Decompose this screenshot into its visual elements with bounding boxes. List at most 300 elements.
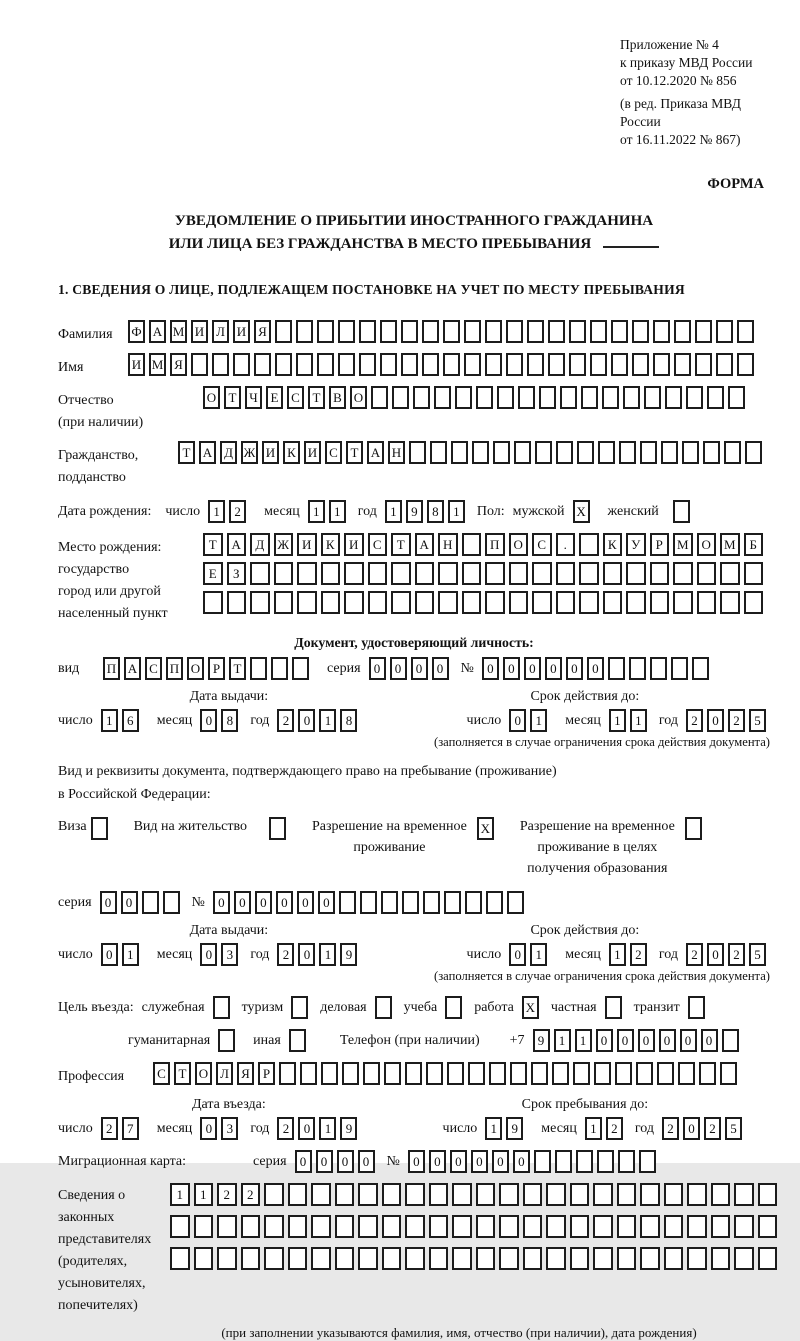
char-cell[interactable] <box>532 562 552 585</box>
char-cell[interactable] <box>429 1215 449 1238</box>
char-cell[interactable] <box>744 562 764 585</box>
char-cell[interactable]: 1 <box>319 709 336 732</box>
char-cell[interactable] <box>555 1150 572 1173</box>
char-cell[interactable]: 0 <box>450 1150 467 1173</box>
char-cell[interactable] <box>657 1062 674 1085</box>
char-cell[interactable] <box>556 441 573 464</box>
char-cell[interactable] <box>650 562 670 585</box>
char-cell[interactable] <box>438 562 458 585</box>
char-cell[interactable] <box>523 1247 543 1270</box>
char-cell[interactable] <box>569 353 586 376</box>
char-cell[interactable] <box>737 320 754 343</box>
char-cell[interactable]: 0 <box>234 891 251 914</box>
char-cell[interactable]: 1 <box>170 1183 190 1206</box>
char-cell[interactable] <box>615 1062 632 1085</box>
char-cell[interactable]: 0 <box>638 1029 655 1052</box>
char-cell[interactable] <box>429 1183 449 1206</box>
char-cell[interactable]: П <box>103 657 120 680</box>
char-cell[interactable]: Р <box>258 1062 275 1085</box>
char-cell[interactable]: 9 <box>506 1117 523 1140</box>
char-cell[interactable] <box>465 891 482 914</box>
char-cell[interactable] <box>288 1247 308 1270</box>
char-cell[interactable] <box>695 320 712 343</box>
char-cell[interactable]: 0 <box>509 943 526 966</box>
char-cell[interactable] <box>711 1247 731 1270</box>
title-blank-line[interactable] <box>603 235 659 248</box>
char-cell[interactable]: 2 <box>229 500 246 523</box>
char-cell[interactable] <box>546 1215 566 1238</box>
char-cell[interactable] <box>523 1183 543 1206</box>
char-cell[interactable] <box>380 320 397 343</box>
char-cell[interactable]: 7 <box>122 1117 139 1140</box>
char-cell[interactable] <box>711 1215 731 1238</box>
char-cell[interactable] <box>271 657 288 680</box>
char-cell[interactable] <box>358 1183 378 1206</box>
char-cell[interactable] <box>476 1215 496 1238</box>
char-cell[interactable] <box>674 353 691 376</box>
char-cell[interactable] <box>422 320 439 343</box>
char-cell[interactable]: 0 <box>337 1150 354 1173</box>
char-cell[interactable] <box>194 1215 214 1238</box>
char-cell[interactable] <box>597 1150 614 1173</box>
char-cell[interactable] <box>452 1247 472 1270</box>
char-cell[interactable] <box>577 441 594 464</box>
char-cell[interactable] <box>288 1215 308 1238</box>
char-cell[interactable] <box>617 1247 637 1270</box>
char-cell[interactable] <box>438 591 458 614</box>
char-cell[interactable]: 1 <box>101 709 118 732</box>
char-cell[interactable] <box>321 591 341 614</box>
char-cell[interactable] <box>264 1247 284 1270</box>
char-cell[interactable] <box>682 441 699 464</box>
char-cell[interactable]: Л <box>212 320 229 343</box>
char-cell[interactable]: С <box>368 533 388 556</box>
char-cell[interactable] <box>569 320 586 343</box>
char-cell[interactable] <box>758 1247 778 1270</box>
char-cell[interactable]: 1 <box>609 943 626 966</box>
char-cell[interactable] <box>413 386 430 409</box>
char-cell[interactable] <box>570 1215 590 1238</box>
char-cell[interactable] <box>233 353 250 376</box>
char-cell[interactable] <box>452 1215 472 1238</box>
char-cell[interactable] <box>472 441 489 464</box>
char-cell[interactable] <box>227 591 247 614</box>
char-cell[interactable]: 0 <box>276 891 293 914</box>
char-cell[interactable]: И <box>304 441 321 464</box>
char-cell[interactable] <box>619 441 636 464</box>
char-cell[interactable] <box>720 591 740 614</box>
char-cell[interactable]: Т <box>229 657 246 680</box>
char-cell[interactable] <box>382 1183 402 1206</box>
char-cell[interactable] <box>650 591 670 614</box>
char-cell[interactable]: 0 <box>369 657 386 680</box>
char-cell[interactable] <box>415 562 435 585</box>
char-cell[interactable] <box>296 353 313 376</box>
char-cell[interactable] <box>297 591 317 614</box>
char-cell[interactable]: 5 <box>749 709 766 732</box>
char-cell[interactable]: М <box>673 533 693 556</box>
char-cell[interactable] <box>692 657 709 680</box>
char-cell[interactable]: 2 <box>101 1117 118 1140</box>
char-cell[interactable]: Ф <box>128 320 145 343</box>
char-cell[interactable]: 9 <box>533 1029 550 1052</box>
char-cell[interactable] <box>671 657 688 680</box>
char-cell[interactable] <box>570 1183 590 1206</box>
char-cell[interactable] <box>664 1247 684 1270</box>
char-cell[interactable]: О <box>203 386 220 409</box>
char-cell[interactable] <box>593 1247 613 1270</box>
char-cell[interactable] <box>338 353 355 376</box>
char-cell[interactable] <box>380 353 397 376</box>
char-cell[interactable]: . <box>556 533 576 556</box>
char-cell[interactable] <box>579 533 599 556</box>
char-cell[interactable]: М <box>720 533 740 556</box>
char-cell[interactable]: Б <box>744 533 764 556</box>
char-cell[interactable]: Я <box>254 320 271 343</box>
char-cell[interactable]: С <box>287 386 304 409</box>
char-cell[interactable]: Ж <box>274 533 294 556</box>
char-cell[interactable] <box>644 386 661 409</box>
char-cell[interactable] <box>250 591 270 614</box>
char-cell[interactable] <box>288 1183 308 1206</box>
char-cell[interactable] <box>734 1215 754 1238</box>
char-cell[interactable] <box>455 386 472 409</box>
char-cell[interactable] <box>724 441 741 464</box>
char-cell[interactable] <box>203 591 223 614</box>
char-cell[interactable] <box>576 1150 593 1173</box>
char-cell[interactable] <box>527 353 544 376</box>
char-cell[interactable]: 1 <box>630 709 647 732</box>
char-cell[interactable] <box>737 353 754 376</box>
char-cell[interactable]: 0 <box>707 943 724 966</box>
char-cell[interactable] <box>142 891 159 914</box>
char-cell[interactable] <box>368 562 388 585</box>
char-cell[interactable]: 0 <box>701 1029 718 1052</box>
char-cell[interactable]: У <box>626 533 646 556</box>
char-cell[interactable]: К <box>283 441 300 464</box>
char-cell[interactable]: 0 <box>101 943 118 966</box>
char-cell[interactable] <box>344 562 364 585</box>
char-cell[interactable] <box>464 353 481 376</box>
char-cell[interactable] <box>170 1215 190 1238</box>
checkbox-cell[interactable]: X <box>573 500 590 523</box>
char-cell[interactable]: М <box>149 353 166 376</box>
char-cell[interactable]: Т <box>308 386 325 409</box>
char-cell[interactable] <box>632 353 649 376</box>
char-cell[interactable] <box>339 891 356 914</box>
char-cell[interactable]: И <box>297 533 317 556</box>
char-cell[interactable] <box>603 562 623 585</box>
char-cell[interactable] <box>636 1062 653 1085</box>
char-cell[interactable]: 2 <box>630 943 647 966</box>
char-cell[interactable] <box>697 591 717 614</box>
char-cell[interactable] <box>217 1247 237 1270</box>
char-cell[interactable] <box>653 353 670 376</box>
char-cell[interactable] <box>552 1062 569 1085</box>
char-cell[interactable] <box>275 320 292 343</box>
char-cell[interactable]: 8 <box>427 500 444 523</box>
char-cell[interactable] <box>485 591 505 614</box>
char-cell[interactable] <box>509 591 529 614</box>
char-cell[interactable]: П <box>166 657 183 680</box>
char-cell[interactable] <box>518 386 535 409</box>
char-cell[interactable] <box>720 1062 737 1085</box>
char-cell[interactable] <box>358 1247 378 1270</box>
char-cell[interactable]: 1 <box>329 500 346 523</box>
char-cell[interactable]: 0 <box>200 1117 217 1140</box>
char-cell[interactable] <box>335 1183 355 1206</box>
char-cell[interactable] <box>664 1215 684 1238</box>
char-cell[interactable] <box>317 320 334 343</box>
char-cell[interactable] <box>279 1062 296 1085</box>
char-cell[interactable] <box>274 591 294 614</box>
char-cell[interactable] <box>415 591 435 614</box>
char-cell[interactable]: 1 <box>585 1117 602 1140</box>
char-cell[interactable] <box>507 891 524 914</box>
char-cell[interactable] <box>476 1247 496 1270</box>
char-cell[interactable] <box>618 1150 635 1173</box>
char-cell[interactable] <box>382 1247 402 1270</box>
char-cell[interactable] <box>579 562 599 585</box>
char-cell[interactable] <box>311 1183 331 1206</box>
char-cell[interactable] <box>687 1247 707 1270</box>
char-cell[interactable] <box>509 562 529 585</box>
char-cell[interactable]: 1 <box>530 943 547 966</box>
char-cell[interactable]: Т <box>346 441 363 464</box>
char-cell[interactable]: 5 <box>725 1117 742 1140</box>
char-cell[interactable]: 2 <box>686 709 703 732</box>
char-cell[interactable] <box>673 562 693 585</box>
char-cell[interactable] <box>548 320 565 343</box>
char-cell[interactable]: О <box>195 1062 212 1085</box>
char-cell[interactable] <box>640 1183 660 1206</box>
char-cell[interactable]: 1 <box>448 500 465 523</box>
char-cell[interactable] <box>462 533 482 556</box>
char-cell[interactable]: 0 <box>707 709 724 732</box>
char-cell[interactable]: 1 <box>122 943 139 966</box>
char-cell[interactable] <box>250 657 267 680</box>
char-cell[interactable] <box>338 320 355 343</box>
char-cell[interactable] <box>317 353 334 376</box>
char-cell[interactable] <box>535 441 552 464</box>
char-cell[interactable]: Р <box>650 533 670 556</box>
char-cell[interactable] <box>485 353 502 376</box>
char-cell[interactable] <box>716 353 733 376</box>
char-cell[interactable] <box>639 1150 656 1173</box>
char-cell[interactable] <box>722 1029 739 1052</box>
char-cell[interactable] <box>695 353 712 376</box>
char-cell[interactable] <box>464 320 481 343</box>
char-cell[interactable] <box>497 386 514 409</box>
char-cell[interactable] <box>548 353 565 376</box>
char-cell[interactable]: 0 <box>213 891 230 914</box>
char-cell[interactable] <box>617 1215 637 1238</box>
char-cell[interactable]: Т <box>203 533 223 556</box>
char-cell[interactable]: Д <box>250 533 270 556</box>
char-cell[interactable] <box>546 1247 566 1270</box>
char-cell[interactable] <box>626 591 646 614</box>
char-cell[interactable]: С <box>145 657 162 680</box>
char-cell[interactable]: 0 <box>100 891 117 914</box>
char-cell[interactable] <box>359 353 376 376</box>
char-cell[interactable] <box>311 1247 331 1270</box>
char-cell[interactable]: 1 <box>319 943 336 966</box>
char-cell[interactable] <box>212 353 229 376</box>
char-cell[interactable] <box>603 591 623 614</box>
char-cell[interactable] <box>687 1215 707 1238</box>
char-cell[interactable] <box>598 441 615 464</box>
char-cell[interactable]: Р <box>208 657 225 680</box>
char-cell[interactable]: Ч <box>245 386 262 409</box>
char-cell[interactable] <box>423 891 440 914</box>
char-cell[interactable]: А <box>367 441 384 464</box>
char-cell[interactable] <box>391 591 411 614</box>
char-cell[interactable] <box>264 1183 284 1206</box>
char-cell[interactable] <box>758 1183 778 1206</box>
char-cell[interactable] <box>163 891 180 914</box>
char-cell[interactable]: 0 <box>358 1150 375 1173</box>
char-cell[interactable]: Я <box>237 1062 254 1085</box>
char-cell[interactable]: 0 <box>429 1150 446 1173</box>
char-cell[interactable] <box>687 1183 707 1206</box>
char-cell[interactable] <box>661 441 678 464</box>
char-cell[interactable] <box>611 320 628 343</box>
char-cell[interactable]: 0 <box>411 657 428 680</box>
char-cell[interactable] <box>678 1062 695 1085</box>
char-cell[interactable] <box>623 386 640 409</box>
char-cell[interactable] <box>720 562 740 585</box>
char-cell[interactable] <box>274 562 294 585</box>
checkbox-cell[interactable] <box>269 817 286 840</box>
char-cell[interactable] <box>335 1247 355 1270</box>
char-cell[interactable]: И <box>262 441 279 464</box>
char-cell[interactable] <box>493 441 510 464</box>
char-cell[interactable]: К <box>603 533 623 556</box>
char-cell[interactable]: 0 <box>503 657 520 680</box>
char-cell[interactable] <box>560 386 577 409</box>
char-cell[interactable] <box>629 657 646 680</box>
char-cell[interactable] <box>579 591 599 614</box>
char-cell[interactable]: 0 <box>587 657 604 680</box>
char-cell[interactable] <box>382 1215 402 1238</box>
char-cell[interactable] <box>611 353 628 376</box>
char-cell[interactable]: 3 <box>221 1117 238 1140</box>
char-cell[interactable] <box>443 320 460 343</box>
char-cell[interactable]: 0 <box>316 1150 333 1173</box>
char-cell[interactable] <box>405 1247 425 1270</box>
char-cell[interactable]: 2 <box>277 1117 294 1140</box>
char-cell[interactable] <box>556 591 576 614</box>
char-cell[interactable] <box>422 353 439 376</box>
char-cell[interactable] <box>489 1062 506 1085</box>
char-cell[interactable]: 0 <box>432 657 449 680</box>
char-cell[interactable]: 1 <box>485 1117 502 1140</box>
char-cell[interactable]: Т <box>178 441 195 464</box>
char-cell[interactable]: 1 <box>530 709 547 732</box>
char-cell[interactable] <box>581 386 598 409</box>
char-cell[interactable] <box>170 1247 190 1270</box>
char-cell[interactable] <box>664 1183 684 1206</box>
char-cell[interactable]: 2 <box>606 1117 623 1140</box>
char-cell[interactable]: 0 <box>390 657 407 680</box>
char-cell[interactable] <box>485 320 502 343</box>
char-cell[interactable] <box>296 320 313 343</box>
char-cell[interactable] <box>734 1247 754 1270</box>
char-cell[interactable]: 5 <box>749 943 766 966</box>
char-cell[interactable] <box>608 657 625 680</box>
char-cell[interactable] <box>653 320 670 343</box>
char-cell[interactable]: 1 <box>609 709 626 732</box>
char-cell[interactable] <box>711 1183 731 1206</box>
char-cell[interactable] <box>716 320 733 343</box>
char-cell[interactable]: 0 <box>509 709 526 732</box>
char-cell[interactable] <box>617 1183 637 1206</box>
checkbox-cell[interactable] <box>605 996 622 1019</box>
char-cell[interactable] <box>686 386 703 409</box>
char-cell[interactable] <box>590 353 607 376</box>
char-cell[interactable] <box>434 386 451 409</box>
char-cell[interactable]: 0 <box>683 1117 700 1140</box>
char-cell[interactable]: 0 <box>318 891 335 914</box>
char-cell[interactable] <box>391 562 411 585</box>
char-cell[interactable]: 1 <box>308 500 325 523</box>
char-cell[interactable]: 0 <box>200 709 217 732</box>
char-cell[interactable]: 2 <box>728 709 745 732</box>
char-cell[interactable] <box>443 353 460 376</box>
char-cell[interactable]: 8 <box>340 709 357 732</box>
char-cell[interactable]: 0 <box>200 943 217 966</box>
char-cell[interactable] <box>405 1215 425 1238</box>
char-cell[interactable] <box>486 891 503 914</box>
char-cell[interactable] <box>570 1247 590 1270</box>
char-cell[interactable] <box>703 441 720 464</box>
char-cell[interactable]: 9 <box>406 500 423 523</box>
char-cell[interactable]: М <box>170 320 187 343</box>
char-cell[interactable] <box>499 1247 519 1270</box>
char-cell[interactable]: Ж <box>241 441 258 464</box>
char-cell[interactable]: 0 <box>298 943 315 966</box>
char-cell[interactable]: О <box>187 657 204 680</box>
char-cell[interactable]: 0 <box>298 709 315 732</box>
char-cell[interactable]: 0 <box>295 1150 312 1173</box>
char-cell[interactable] <box>593 1215 613 1238</box>
char-cell[interactable]: В <box>329 386 346 409</box>
char-cell[interactable] <box>250 562 270 585</box>
char-cell[interactable]: П <box>485 533 505 556</box>
checkbox-cell[interactable] <box>688 996 705 1019</box>
char-cell[interactable] <box>297 562 317 585</box>
char-cell[interactable] <box>335 1215 355 1238</box>
char-cell[interactable] <box>430 441 447 464</box>
char-cell[interactable]: 2 <box>662 1117 679 1140</box>
char-cell[interactable] <box>534 1150 551 1173</box>
char-cell[interactable]: 9 <box>340 943 357 966</box>
char-cell[interactable] <box>452 1183 472 1206</box>
char-cell[interactable]: И <box>128 353 145 376</box>
char-cell[interactable] <box>556 562 576 585</box>
char-cell[interactable] <box>532 591 552 614</box>
char-cell[interactable] <box>191 353 208 376</box>
char-cell[interactable]: А <box>415 533 435 556</box>
char-cell[interactable] <box>409 441 426 464</box>
char-cell[interactable]: 2 <box>217 1183 237 1206</box>
char-cell[interactable] <box>640 1215 660 1238</box>
checkbox-cell[interactable] <box>91 817 108 840</box>
char-cell[interactable] <box>368 591 388 614</box>
char-cell[interactable]: 0 <box>482 657 499 680</box>
char-cell[interactable]: 1 <box>194 1183 214 1206</box>
char-cell[interactable] <box>506 320 523 343</box>
